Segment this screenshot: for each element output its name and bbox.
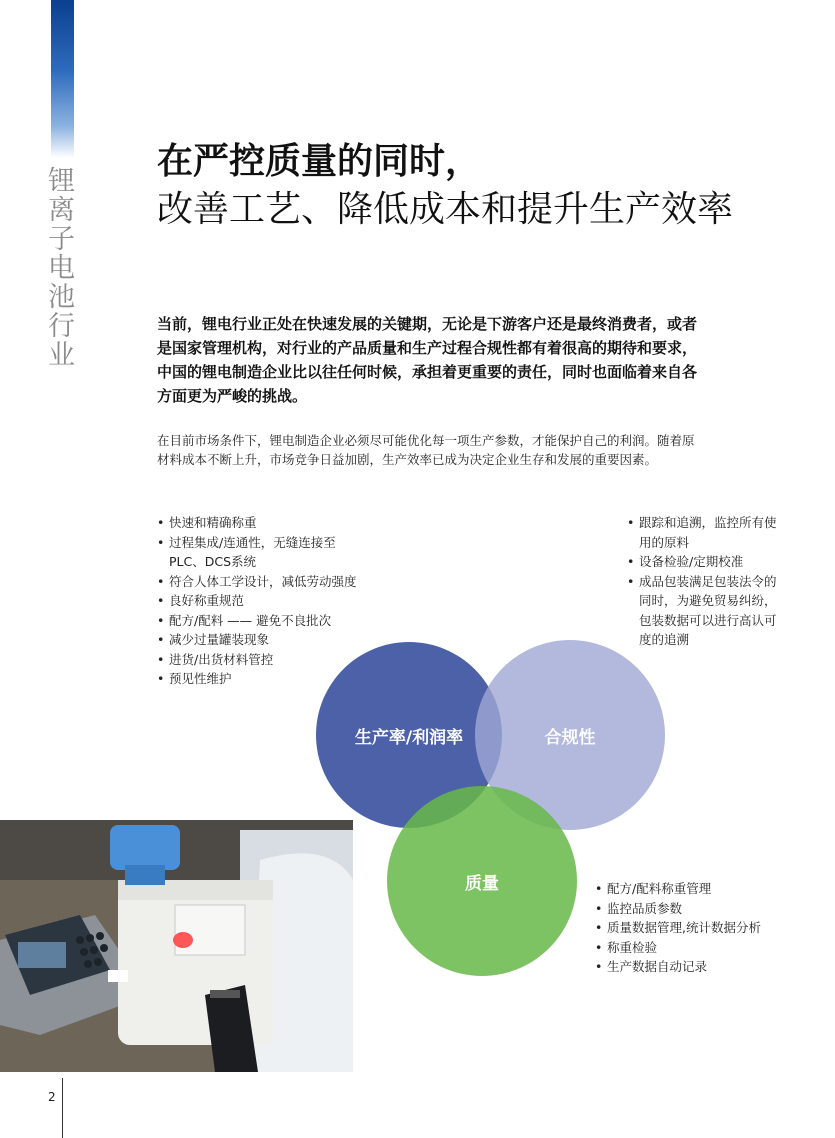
productivity-list bbox=[157, 513, 367, 689]
list-item: • 称重检验 bbox=[595, 938, 825, 958]
side-color-band bbox=[51, 0, 74, 158]
list-item: • 预见性维护 bbox=[157, 669, 367, 689]
body-paragraph: 在目前市场条件下，锂电制造企业必须尽可能优化每一项生产参数，才能保护自己的利润。随着原材料成本不断上升，市场竞争日益加剧，生产效率已成为决定企业生存和发展的重要因素。 bbox=[157, 433, 695, 467]
list-item: • 成品包装满足包装法令的同时，为避免贸易纠纷，包装数据可以进行高认可度的追溯 bbox=[627, 572, 787, 650]
list-item: • 跟踪和追溯，监控所有使用的原料 bbox=[627, 513, 787, 552]
venn-circle-quality bbox=[387, 786, 577, 976]
list-item: • 减少过量罐装现象 bbox=[157, 630, 367, 650]
list-item: • 配方/配料 —— 避免不良批次 bbox=[157, 611, 367, 631]
list-item: • 过程集成/连通性，无缝连接至PLC、DCS系统 bbox=[157, 533, 367, 572]
section-title-vertical: 锂离子电池行业 bbox=[43, 166, 74, 369]
venn-label-quality: 质量 bbox=[465, 873, 499, 894]
headline-line-2: 改善工艺、降低成本和提升生产效率 bbox=[157, 189, 734, 230]
list-item: • 进货/出货材料管控 bbox=[157, 650, 367, 670]
list-item: • 质量数据管理,统计数据分析 bbox=[595, 918, 825, 938]
product-photo bbox=[0, 820, 353, 1072]
headline-line-1: 在严控质量的同时， bbox=[157, 141, 482, 182]
list-item: • 生产数据自动记录 bbox=[595, 957, 825, 977]
page-number: 2 bbox=[48, 1090, 56, 1104]
list-item: • 符合人体工学设计，减低劳动强度 bbox=[157, 572, 367, 592]
list-item: • 设备检验/定期校准 bbox=[627, 552, 787, 572]
page-number-rule bbox=[62, 1078, 63, 1138]
compliance-list bbox=[627, 513, 787, 650]
quality-list bbox=[595, 879, 825, 977]
venn-label-compliance: 合规性 bbox=[544, 727, 596, 748]
list-item: • 良好称重规范 bbox=[157, 591, 367, 611]
list-item: • 监控品质参数 bbox=[595, 899, 825, 919]
lead-paragraph: 当前，锂电行业正处在快速发展的关键期，无论是下游客户还是最终消费者，或者是国家管理机构，对行业的产品质量和生产过程合规性都有着很高的期待和要求，中国的锂电制造企业比以往任何时候，承担着更重要的责任，同时也面临着来自各方面更为严峻的挑战。 bbox=[157, 315, 698, 405]
list-item: • 配方/配料称重管理 bbox=[595, 879, 825, 899]
list-item: • 快速和精确称重 bbox=[157, 513, 367, 533]
venn-label-productivity: 生产率/利润率 bbox=[354, 727, 464, 748]
headline bbox=[157, 138, 807, 234]
